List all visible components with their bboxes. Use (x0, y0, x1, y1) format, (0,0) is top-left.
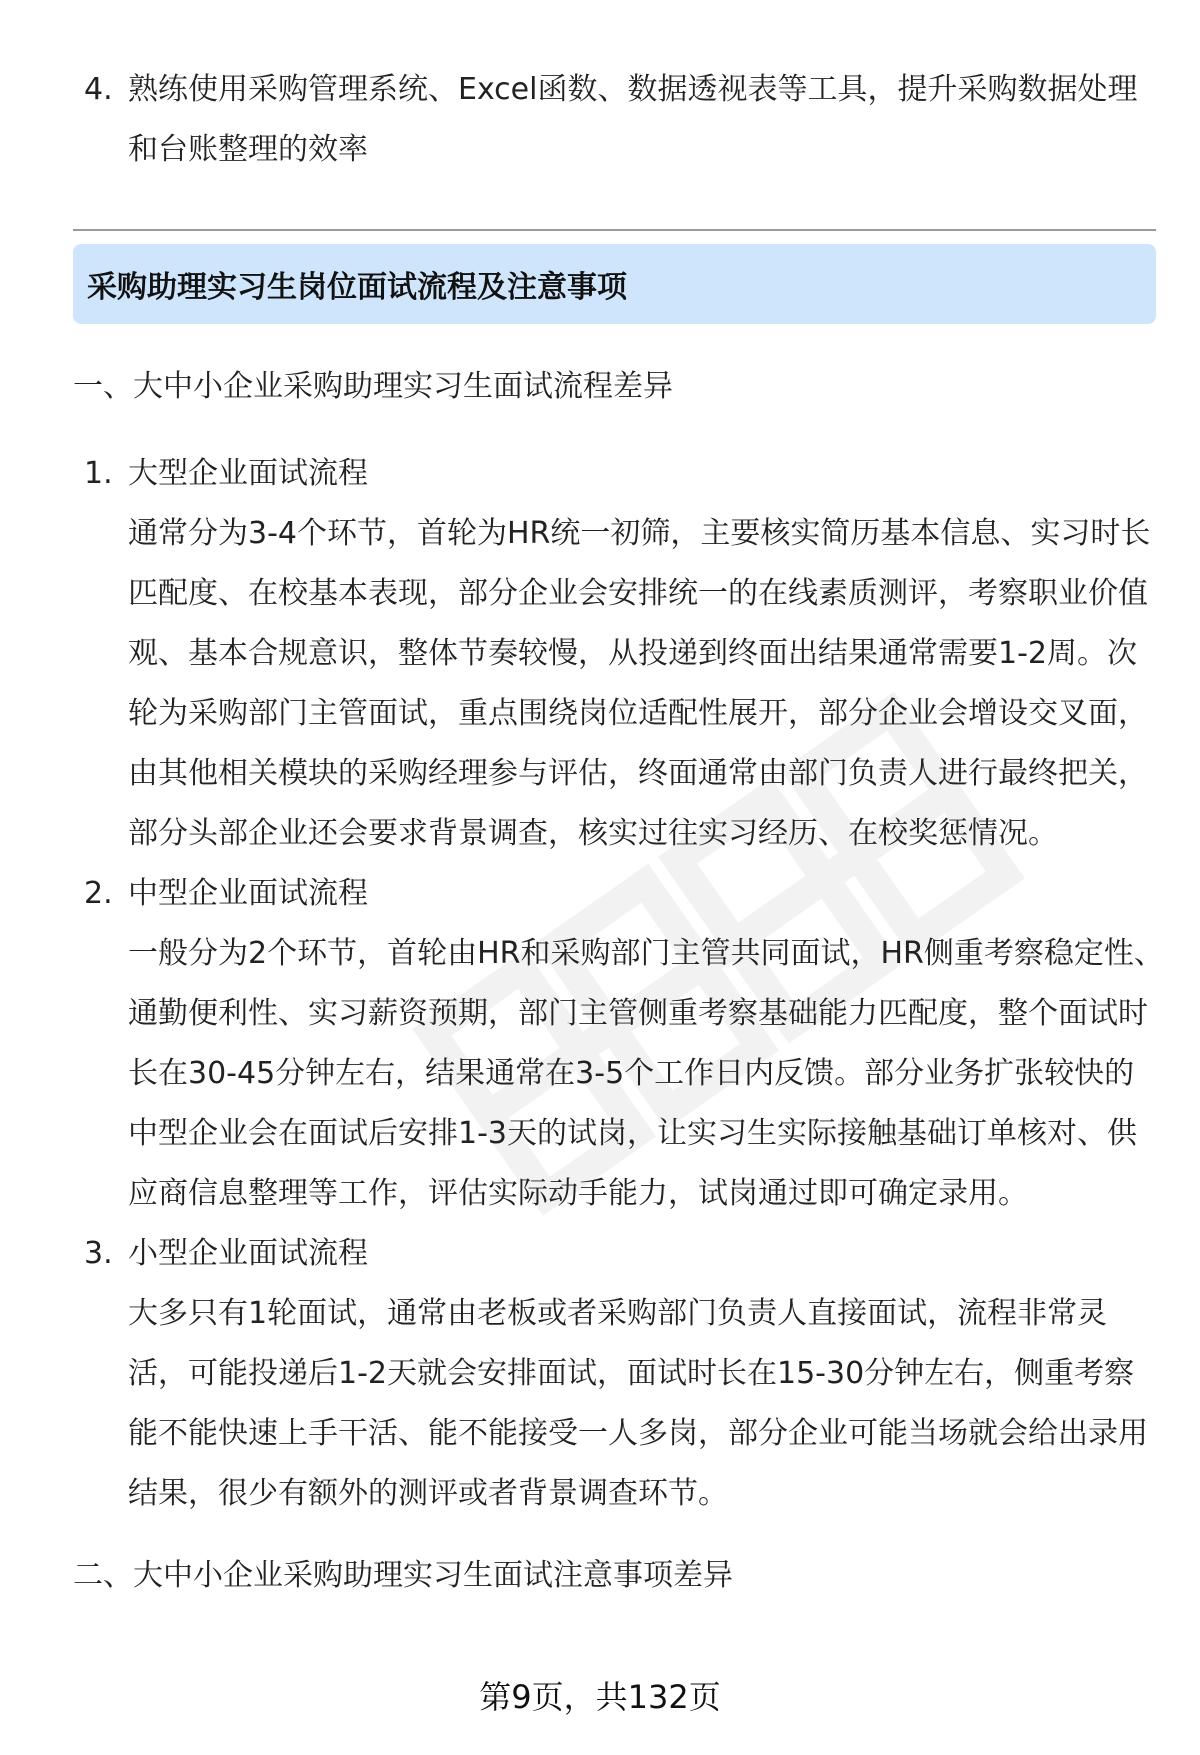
list-item-large-enterprise (84, 444, 1164, 864)
list-item-title: 小型企业面试流程 (128, 1236, 368, 1271)
section-title-banner (73, 244, 1156, 324)
item-number: 4. (84, 72, 113, 107)
list-item-small-enterprise (84, 1224, 1164, 1524)
heading-2: 二、大中小企业采购助理实习生面试注意事项差异 (73, 1558, 733, 1593)
interview-process-list (84, 444, 1164, 1524)
list-item-body: 大多只有1轮面试，通常由老板或者采购部门负责人直接面试，流程非常灵活，可能投递后1-2天就会安排面试，面试时长在15-30分钟左右，侧重考察能不能快速上手干活、能不能接受一人多岗，部分企业可能当场就会给出录用结果，很少有额外的测评或者背景调查环节。 (128, 1296, 1148, 1511)
heading-1: 一、大中小企业采购助理实习生面试流程差异 (73, 369, 673, 404)
divider (73, 229, 1156, 231)
list-item-number: 2. (84, 876, 113, 911)
page-footer: 第9页，共132页 (479, 1678, 721, 1716)
list-item-body: 通常分为3-4个环节，首轮为HR统一初筛，主要核实简历基本信息、实习时长匹配度、在校基本表现，部分企业会安排统一的在线素质测评，考察职业价值观、基本合规意识，整体节奏较慢，从投递到终面出结果通常需要1-2周。次轮为采购部门主管面试，重点围绕岗位适配性展开，部分企业会增设交叉面，由其他相关模块的采购经理参与评估，终面通常由部门负责人进行最终把关，部分头部企业还会要求背景调查，核实过往实习经历、在校奖惩情况。 (128, 516, 1151, 851)
section-title: 采购助理实习生岗位面试流程及注意事项 (87, 270, 627, 305)
list-item-title: 大型企业面试流程 (128, 456, 368, 491)
list-item-number: 1. (84, 456, 113, 491)
list-item-medium-enterprise (84, 864, 1164, 1224)
list-item-number: 3. (84, 1236, 113, 1271)
numbered-item-4 (84, 60, 1164, 180)
list-item-body: 一般分为2个环节，首轮由HR和采购部门主管共同面试，HR侧重考察稳定性、通勤便利性、实习薪资预期，部门主管侧重考察基础能力匹配度，整个面试时长在30-45分钟左右，结果通常在3-5个工作日内反馈。部分业务扩张较快的中型企业会在面试后安排1-3天的试岗，让实习生实际接触基础订单核对、供应商信息整理等工作，评估实际动手能力，试岗通过即可确定录用。 (128, 936, 1164, 1211)
list-item-title: 中型企业面试流程 (128, 876, 368, 911)
item-text: 熟练使用采购管理系统、Excel函数、数据透视表等工具，提升采购数据处理和台账整理的效率 (128, 72, 1138, 167)
